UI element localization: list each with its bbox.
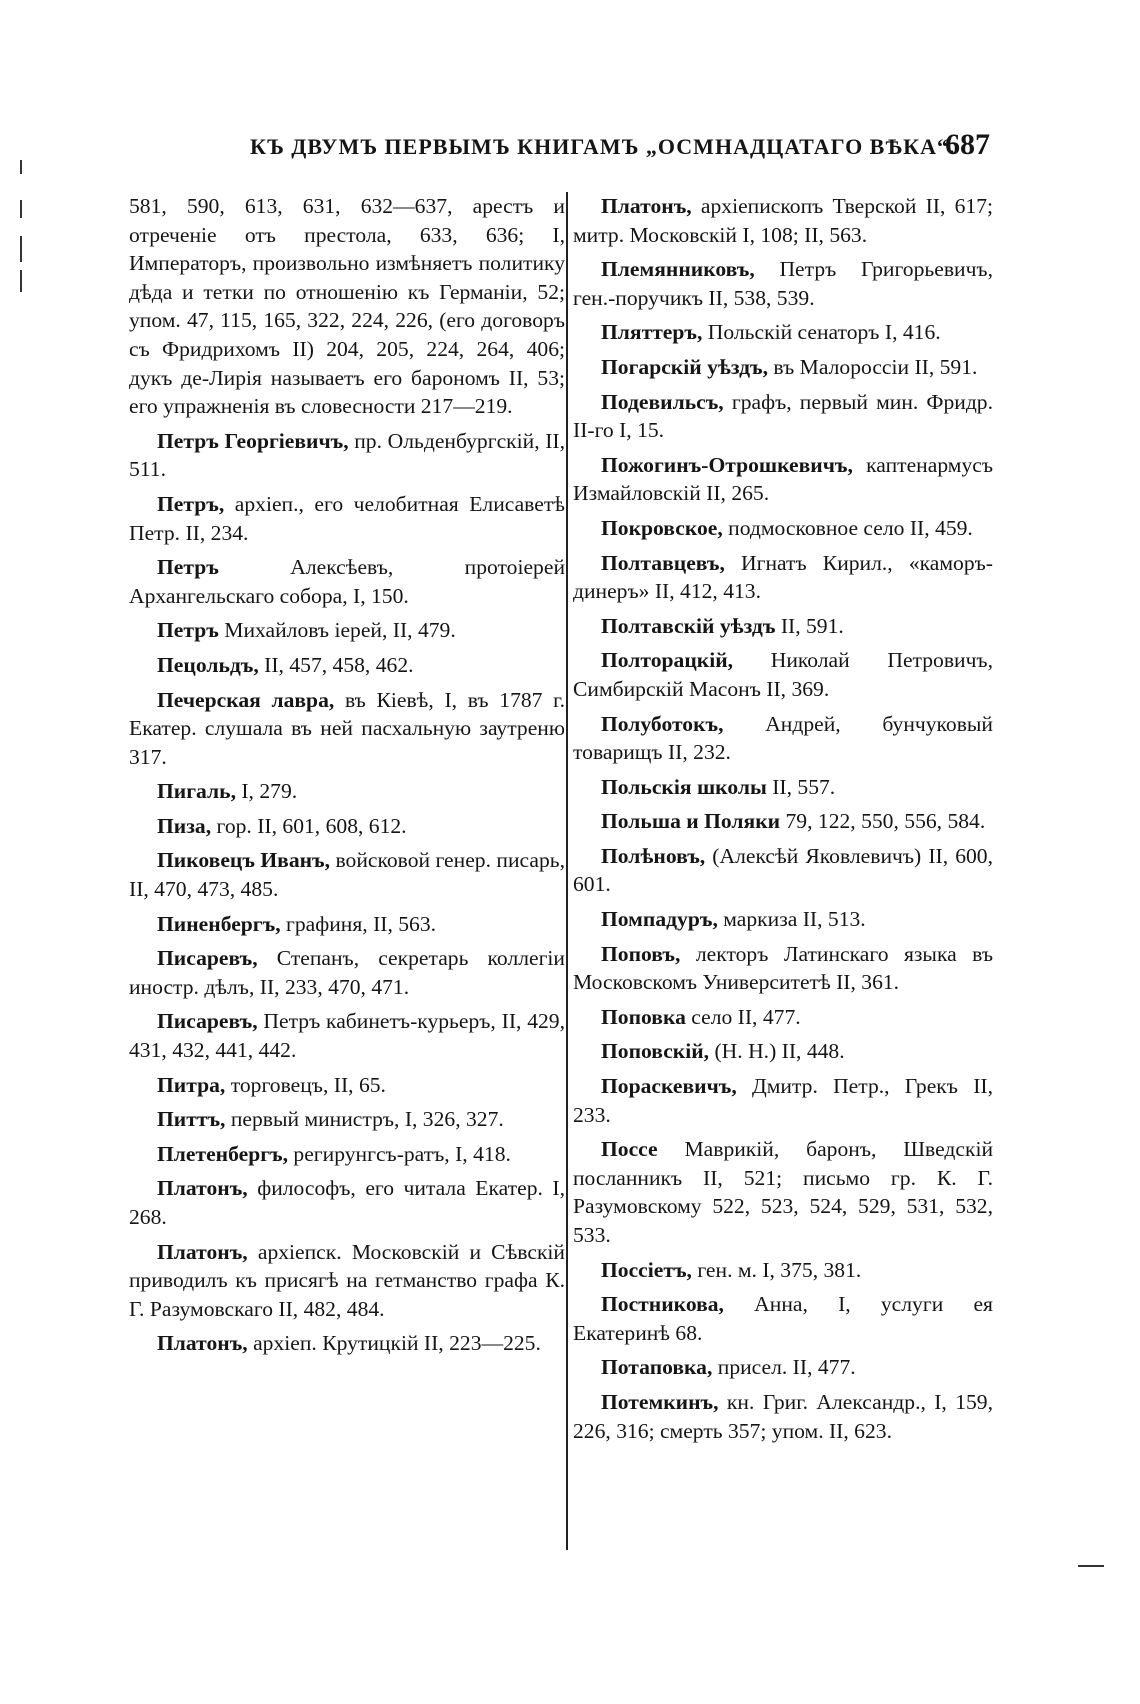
index-entry: [129, 1105, 565, 1134]
index-entry-heading: Пигаль,: [157, 779, 236, 804]
index-entry: [573, 388, 993, 445]
index-entry: [573, 1037, 993, 1066]
column-divider: [566, 192, 568, 1550]
index-entry-text: Андрей, бунчуковый товарищъ II, 232.: [573, 711, 993, 765]
index-entry: [573, 612, 993, 641]
index-entry: [129, 910, 565, 939]
index-entry-heading: Потемкинъ,: [601, 1389, 719, 1414]
index-entry-text: архіепск. Московскій и Сѣвскій приводилъ къ присягѣ на гетманство графа К. Г. Разумовскаго II, 482, 484.: [129, 1239, 565, 1321]
index-entry: [573, 1003, 993, 1032]
index-entry-text: подмосковное село II, 459.: [722, 515, 973, 540]
index-entry-text: Петръ Григорьевичъ, ген.-поручикъ II, 538, 539.: [573, 257, 993, 310]
index-entry-heading: Польскія школы: [601, 774, 767, 799]
index-entry-text: торговецъ, II, 65.: [225, 1072, 386, 1097]
index-entry-text: маркиза II, 513.: [717, 907, 866, 932]
index-entry-text: I, 279.: [235, 779, 298, 804]
index-entry: [573, 1388, 993, 1445]
index-entry: [573, 451, 993, 508]
index-entry-text: 581, 590, 613, 631, 632—637, арестъ и отреченіе отъ престола, 633, 636; I, Императоръ, произвольно измѣняетъ политику дѣда и тетки по отношенію къ Германіи, 52; упом. 47, 115, 165, 322, 224, 226, (его договоръ съ Фридрихомъ II) 204, 205, 224, 264, 406; дукъ де-Лирія называетъ его барономъ II, 53; его упражненія въ словесности 217—219.: [129, 194, 565, 419]
index-entry-text: войсковой генер. писарь, II, 470, 473, 485.: [129, 848, 565, 902]
index-entry: [573, 192, 993, 249]
index-entry-heading: Поссіетъ,: [601, 1257, 692, 1282]
index-entry: [573, 353, 993, 382]
index-entry-heading: Помпадуръ,: [601, 907, 718, 932]
index-entry: [573, 773, 993, 802]
index-entry-text: каптенармусъ Измайловскій II, 265.: [573, 452, 993, 506]
index-entry-heading: Пиковецъ Иванъ,: [157, 848, 331, 873]
index-entry: [129, 651, 565, 680]
index-entry-text: Петръ кабинетъ-курьеръ, II, 429, 431, 432, 441, 442.: [129, 1009, 565, 1063]
index-entry-heading: Писаревъ,: [157, 946, 258, 971]
index-entry-heading: Петръ Георгіевичъ,: [157, 428, 349, 453]
index-entry: [129, 427, 565, 484]
index-entry-text: (Алексѣй Яковлевичъ) II, 600, 601.: [573, 843, 993, 897]
margin-mark: [20, 236, 22, 262]
index-entry: [573, 646, 993, 703]
index-entry-text: Михайловъ іерей, II, 479.: [218, 618, 456, 643]
index-entry-text: регирунгсъ-ратъ, I, 418.: [288, 1141, 511, 1166]
index-entry-text: Дмитр. Петр., Грекъ II, 233.: [573, 1074, 993, 1127]
index-entry-heading: Питтъ,: [157, 1107, 226, 1132]
index-entry-heading: Полторацкій,: [601, 648, 734, 673]
index-entry: [129, 1174, 565, 1231]
index-entry: [129, 1238, 565, 1324]
index-entry-text: философъ, его читала Екатер. I, 268.: [129, 1176, 565, 1229]
index-entry-text: II, 557.: [766, 774, 836, 799]
index-entry: [573, 1290, 993, 1347]
index-entry-text: архіепископъ Тверской II, 617; митр. Московскій I, 108; II, 563.: [573, 194, 993, 247]
index-entry-heading: Подевильсъ,: [601, 389, 724, 414]
index-entry-text: (Н. Н.) II, 448.: [709, 1039, 845, 1064]
margin-mark: [20, 160, 22, 174]
index-entry-text: кн. Григ. Александр., I, 159, 226, 316; смерть 357; упом. II, 623.: [573, 1389, 993, 1443]
index-entry-heading: Постникова,: [601, 1292, 724, 1317]
index-entry-heading: Платонъ,: [157, 1239, 248, 1264]
index-entry: [129, 616, 565, 645]
index-entry-text: присел. II, 477.: [712, 1355, 856, 1380]
index-entry-text: II, 591.: [775, 613, 844, 638]
index-entry-heading: Польша и Поляки: [601, 809, 781, 834]
index-entry-heading: Покровское,: [601, 515, 723, 540]
index-entry: [573, 1256, 993, 1285]
index-entry-text: въ Кіевѣ, I, въ 1787 г. Екатер. слушала въ ней пасхальную заутреню 317.: [129, 687, 565, 769]
index-entry-heading: Поповка: [601, 1004, 686, 1029]
index-entry-heading: Поссе: [601, 1137, 658, 1162]
running-header: [250, 128, 990, 168]
index-entry: [129, 1140, 565, 1169]
index-entry: [573, 1353, 993, 1382]
index-entry-text: архіеп. Крутицкій II, 223—225.: [247, 1331, 541, 1356]
index-entry-heading: Поповъ,: [601, 941, 681, 966]
index-entry-text: село II, 477.: [685, 1004, 801, 1029]
index-entry: [129, 553, 565, 610]
index-entry-heading: Печерская лавра,: [157, 687, 335, 712]
index-entry-heading: Племянниковъ,: [601, 257, 755, 282]
index-entry-heading: Питра,: [157, 1072, 226, 1097]
header-title: КЪ ДВУМЪ ПЕРВЫМЪ КНИГАМЪ „ОСМНАДЦАТАГО ВѢКА“.: [250, 134, 956, 159]
index-entry: [129, 686, 565, 772]
index-entry-heading: Пляттеръ,: [601, 320, 703, 345]
index-entry: [573, 549, 993, 606]
index-entry: [129, 846, 565, 903]
index-entry-heading: Полѣновъ,: [601, 843, 706, 868]
index-entry-text: графиня, II, 563.: [280, 911, 437, 936]
page-number: 687: [945, 128, 990, 161]
index-entry: [129, 490, 565, 547]
index-entry: [129, 944, 565, 1001]
index-entry-heading: Писаревъ,: [157, 1009, 258, 1034]
index-entry: [129, 1007, 565, 1064]
index-entry-text: Николай Петровичъ, Симбирскій Масонъ II, 369.: [573, 648, 993, 701]
index-entry-text: Игнатъ Кирил., «каморъ-динеръ» II, 412, 413.: [573, 550, 993, 604]
index-entry-text: 79, 122, 550, 556, 584.: [780, 809, 986, 834]
index-entry-heading: Платонъ,: [157, 1331, 248, 1356]
index-entry-heading: Полтавскій уѣздъ: [601, 613, 776, 638]
index-entry: [573, 514, 993, 543]
margin-mark: [20, 200, 22, 218]
index-entry-heading: Полтавцевъ,: [601, 550, 725, 575]
index-entry-heading: Полуботокъ,: [601, 711, 724, 736]
index-column-right: [573, 192, 993, 1451]
index-entry: [573, 940, 993, 997]
index-entry: [129, 192, 565, 421]
index-entry: [573, 710, 993, 767]
index-entry: [129, 1071, 565, 1100]
index-entry: [573, 1135, 993, 1249]
index-entry: [573, 1072, 993, 1129]
index-entry: [129, 812, 565, 841]
index-entry-heading: Петръ: [157, 618, 219, 643]
index-entry-heading: Поповскій,: [601, 1039, 710, 1064]
margin-dash: [1078, 1565, 1104, 1567]
index-entry-text: гор. II, 601, 608, 612.: [211, 813, 407, 838]
index-entry-heading: Петръ: [157, 555, 219, 580]
index-entry-text: въ Малороссіи II, 591.: [768, 354, 978, 379]
index-entry-text: Алексѣевъ, протоіерей Архангельскаго собора, I, 150.: [129, 555, 565, 608]
index-entry-text: первый министръ, I, 326, 327.: [225, 1107, 504, 1132]
index-entry-heading: Платонъ,: [601, 194, 692, 218]
index-entry: [573, 255, 993, 312]
index-entry-text: архіеп., его челобитная Елисаветѣ Петр. II, 234.: [129, 491, 565, 545]
index-entry-text: лекторъ Латинскаго языка въ Московскомъ Университетѣ II, 361.: [573, 941, 993, 995]
index-entry-heading: Петръ,: [157, 491, 225, 516]
index-entry-heading: Пораскевичъ,: [601, 1074, 737, 1099]
index-entry-text: Маврикій, баронъ, Шведскій посланникъ II, 521; письмо гр. К. Г. Разумовскому 522, 523, 524, 529, 531, 532, 533.: [573, 1137, 993, 1247]
index-entry: [573, 842, 993, 899]
index-entry-text: пр. Ольденбургскій, II, 511.: [129, 428, 565, 482]
index-entry-heading: Пожогинъ-Отрошкевичъ,: [601, 452, 853, 477]
index-entry-heading: Плетенбергъ,: [157, 1141, 289, 1166]
index-entry-text: Анна, I, услуги ея Екатеринѣ 68.: [573, 1292, 993, 1345]
index-entry-heading: Пиза,: [157, 813, 212, 838]
index-entry: [573, 318, 993, 347]
index-entry-text: II, 457, 458, 462.: [258, 652, 414, 677]
index-entry-heading: Платонъ,: [157, 1176, 248, 1201]
index-entry: [573, 905, 993, 934]
index-entry-text: графъ, первый мин. Фридр. II-го I, 15.: [573, 389, 993, 443]
index-entry-heading: Пиненбергъ,: [157, 911, 281, 936]
index-entry-heading: Погарскій уѣздъ,: [601, 354, 769, 379]
index-entry: [129, 777, 565, 806]
margin-mark: [20, 270, 22, 292]
index-entry-heading: Потаповка,: [601, 1355, 713, 1380]
index-column-left: [129, 192, 565, 1364]
index-entry-text: Польскій сенаторъ I, 416.: [702, 320, 941, 345]
index-entry: [129, 1329, 565, 1358]
index-entry-heading: Пецольдъ,: [157, 652, 259, 677]
index-entry: [573, 807, 993, 836]
index-entry-text: Степанъ, секретарь коллегіи иностр. дѣлъ, II, 233, 470, 471.: [129, 946, 565, 999]
index-entry-text: ген. м. I, 375, 381.: [691, 1257, 862, 1282]
